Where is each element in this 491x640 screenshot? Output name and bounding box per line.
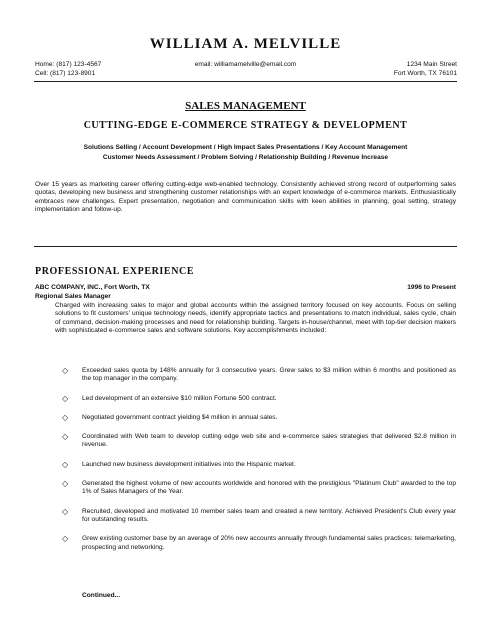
job-dates: 1996 to Present <box>407 284 456 291</box>
diamond-bullet-icon: ◇ <box>62 534 69 544</box>
list-item: ◇ Grew existing customer base by an average of 20% new accounts annually through fundamental sales practices: telemarketing, prospecting and networking. <box>62 534 456 551</box>
headline-title: SALES MANAGEMENT <box>185 100 306 112</box>
job-title: Regional Sales Manager <box>35 293 111 300</box>
diamond-bullet-icon: ◇ <box>62 432 69 442</box>
address-line-1: 1234 Main Street <box>406 61 457 68</box>
list-item: ◇ Recruited, developed and motivated 10 member sales team and created a new territory. Achieved President's Club every year for outstanding results. <box>62 506 456 523</box>
diamond-bullet-icon: ◇ <box>62 479 69 489</box>
diamond-bullet-icon: ◇ <box>62 393 69 403</box>
header-rule <box>34 81 457 82</box>
company-name: ABC COMPANY, INC., Fort Worth, TX <box>35 284 150 291</box>
job-description: Charged with increasing sales to major and global accounts within the assigned territory focused on key accounts. Focus on selling solutions to fit customers' unique technology needs, identify appropriate tactics and presentations to match individual, sales cycle, chain of command, decision-making processes and need for relationship building. Targets in-house/channel, meet with top-tier decision makers with sophisticated e-commerce sales and software solutions. Key accomplishments included: <box>55 302 456 334</box>
email-address: email: williamamelville@email.com <box>194 61 297 68</box>
list-item: ◇ Generated the highest volume of new accounts worldwide and honored with the prestigious "Platinum Club" awarded to the top 1% of Sales Managers of the Year. <box>62 479 456 496</box>
cell-phone: Cell: (817) 123-8901 <box>35 70 96 77</box>
candidate-name: WILLIAM A. MELVILLE <box>149 36 342 52</box>
address-block <box>394 60 457 78</box>
list-item: ◇ Coordinated with Web team to develop cutting edge web site and e-commerce sales strategies that delivered $2.8 million in revenue. <box>62 432 456 449</box>
job-header <box>35 284 456 291</box>
profile-summary: Over 15 years as marketing career offering cutting-edge web-enabled technology. Consistently achieved strong record of outperforming sales quotas, developing new business and strengthening customer relationships with an expert knowledge of e-commerce markets. Enthusiastically embraces new challenges. Expert presentation, negotiation and communication skills with keen abilities in planning, goal setting, strategy implementation and follow-up. <box>35 181 456 213</box>
diamond-bullet-icon: ◇ <box>62 506 69 516</box>
headline-subtitle: CUTTING-EDGE E-COMMERCE STRATEGY & DEVELOPMENT <box>83 120 408 131</box>
continued-note: Continued... <box>82 592 121 599</box>
list-item: ◇ Negotiated government contract yielding $4 million in annual sales. <box>62 412 278 422</box>
list-item: ◇ Launched new business development initiatives into the Hispanic market. <box>62 459 296 469</box>
section-rule <box>34 246 457 247</box>
diamond-bullet-icon: ◇ <box>62 366 69 375</box>
list-item: ◇ Exceeded sales quota by 148% annually for 3 consecutive years. Grew sales to $3 million within 6 months and positioned as the top manager in the company. <box>62 366 456 383</box>
experience-section-title: PROFESSIONAL EXPERIENCE <box>35 266 195 277</box>
diamond-bullet-icon: ◇ <box>62 412 69 422</box>
address-line-2: Fort Worth, TX 76101 <box>393 70 457 77</box>
list-item: ◇ Led development of an extensive $10 million Fortune 500 contract. <box>62 393 277 403</box>
diamond-bullet-icon: ◇ <box>62 459 69 469</box>
skills-line-2: Customer Needs Assessment / Problem Solving / Relationship Building / Revenue Increase <box>102 154 389 161</box>
skills-line-1: Solutions Selling / Account Development / High Impact Sales Presentations / Key Account Management <box>83 144 408 151</box>
home-phone: Home: (817) 123-4567 <box>35 61 102 68</box>
core-skills <box>34 143 457 163</box>
accomplishment-list <box>62 367 456 563</box>
